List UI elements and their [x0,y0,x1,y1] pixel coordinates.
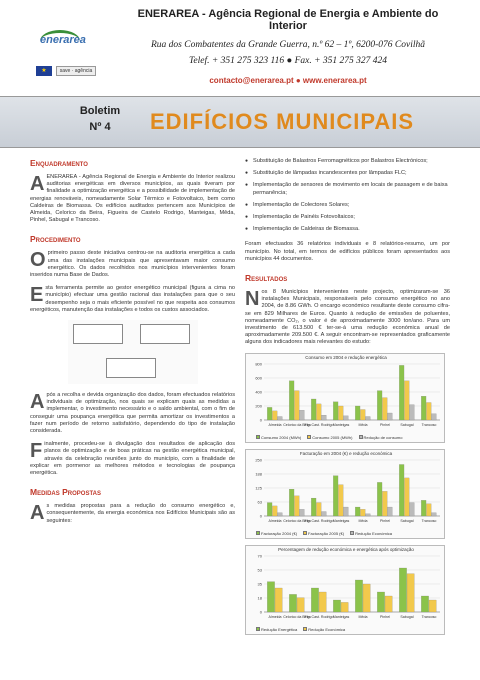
legend-label: Redução de consumo [363,434,403,440]
paragraph-procedimento-1 [30,250,235,279]
chart-bar [289,594,296,612]
chart-title: Percentagem de redução económica e energética após optimização [278,546,414,552]
legend-item [307,435,352,440]
chart-bar [275,588,282,612]
chart-bar [297,597,304,611]
y-tick-label: 600 [255,375,262,381]
drop-cap: E [30,284,44,307]
page-header [0,0,480,96]
x-tick-label: Fig. Cast. Rodrigo [304,518,334,523]
chart-bar [344,507,349,516]
legend-label: Consumo 2004 (MWh) [261,434,302,440]
chart-billing [245,449,445,539]
chart-svg [246,546,446,636]
paragraph-text: s medidas propostas para a redução do consumo energético e, consequentemente, da energia económica nos Edifícios Municipais são as seguintes: [46,503,235,524]
legend-item [350,531,392,536]
chart-bar [385,596,392,612]
chart-bar [272,506,277,516]
chart-bar [294,390,299,419]
paragraph-procedimento-3 [30,392,235,435]
legend-swatch [350,531,354,535]
org-contact[interactable]: contacto@enerarea.pt ● www.enerarea.pt [209,76,367,85]
legend-label: Facturação 2004 (€) [261,530,298,536]
section-title-procedimento: Procedimento [30,234,81,245]
content-area [30,148,450,680]
chart-bar [316,404,321,420]
legend-swatch [303,627,307,631]
chart-bar [319,592,326,612]
bulletin-word: Boletim [79,105,121,117]
chart-bar [267,581,274,611]
y-tick-label: 53 [257,567,262,573]
chart-bar [355,406,360,420]
y-tick-label: 35 [257,581,262,587]
chart-bar [355,580,362,612]
x-tick-label: Trancoso [421,614,437,619]
drop-cap: A [30,502,45,525]
legend-swatch [303,531,307,535]
legend-label: Redução Económica [308,626,346,632]
legend-item [256,435,301,440]
chart-svg [246,354,446,444]
y-tick-label: 800 [255,361,262,367]
x-tick-label: Sabugal [400,614,414,619]
x-tick-label: Mêda [358,518,368,523]
chart-legend [256,627,436,632]
x-tick-label: Pinhel [380,614,390,619]
list-item: ● Substituição de lâmpadas incandescentes por lâmpadas FLC; [245,170,450,177]
x-tick-label: Pinhel [380,422,390,427]
eu-flag-icon: ★ [36,66,52,76]
chart-bar [377,592,384,612]
legend-label: Facturação 2005 (€) [308,530,345,536]
x-tick-label: Fig. Cast. Rodrigo [304,614,334,619]
chart-bar [382,397,387,419]
chart-bar [410,502,415,515]
paragraph-summary: Foram efectuados 36 relatórios individuais e 8 relatórios-resumo, um por município. No total, em termos de edifícios públicos foram apresentados aos municípios 44 documentos. [245,241,450,262]
drop-cap: A [30,391,45,414]
drop-cap: N [245,288,260,311]
legend-item [359,435,403,440]
measures-list [245,158,450,233]
list-item: ● Implementação de Caldeiras de Biomassa. [245,226,450,233]
legend-label: Consumo 2005 (MWh) [312,434,353,440]
enerarea-logo [36,28,86,56]
diagram-box [73,324,123,344]
chart-bar [360,509,365,516]
chart-bar [388,507,393,516]
chart-bar [377,482,382,516]
legend-label: Redução Económica [355,530,392,536]
org-telefax: Telef. + 351 275 323 116 ● Fax. + 351 275 327 424 [189,56,387,66]
list-item: ● Implementação de sensores de movimento em locais de passagem e de baixa permanência; [245,182,450,196]
chart-bar [278,512,283,515]
chart-bar [421,596,428,612]
drop-cap: F [30,440,43,463]
paragraph-procedimento-4 [30,441,235,477]
logo-text: enerarea [40,34,86,46]
paragraph-text: pós a recolha e devida organização dos dados, foram efectuados relatórios individuais de optimização, nos quais se explicam quais as medidas a implementar, o investimento necessário e o saldo ambiental, com o fim de conseguir uma poupança energética que permita amortizar os investimentos a fazer num período de retorno satisfatório, dependendo do tipo de instalação considerada. [30,392,235,435]
chart-bar [338,484,343,515]
x-tick-label: Sabugal [400,518,414,523]
diagram-box [106,358,156,378]
chart-bar [421,396,426,420]
legend-item [303,627,345,632]
list-item: ● Implementação de Painéis Fotovoltaicos; [245,214,450,221]
legend-label: Redução Energética [261,626,298,632]
x-tick-label: Sabugal [400,422,414,427]
drop-cap: O [30,249,46,272]
bulletin-label [60,103,140,135]
chart-title: Consumo em 2004 e redução energética [305,354,387,360]
chart-bar [289,489,294,516]
chart-bar [322,511,327,515]
chart-bar [344,415,349,419]
y-tick-label: 70 [257,553,262,559]
chart-consumption [245,353,445,443]
chart-bar [377,390,382,419]
chart-bar [300,410,305,420]
y-tick-label: 0 [259,609,262,615]
paragraph-text: inalmente, procedeu-se à divulgação dos resultados de aplicação dos planos de optimização e de boas práticas na gestão energética municipal, através da celebração reuniões junto do município, com a finalidade de explicar em pormenor as melhores métodos e tecnologias de poupança energética. [30,441,235,477]
drop-cap: A [30,173,45,195]
chart-bar [399,568,406,612]
chart-bar [267,502,272,515]
chart-bar [333,475,338,515]
y-tick-label: 0 [259,417,262,423]
page-title: EDIFÍCIOS MUNICIPAIS [150,109,415,134]
chart-legend [256,531,436,536]
paragraph-resultados [245,289,450,347]
chart-bar [333,600,340,612]
diagram-box [140,324,190,344]
paragraph-text: ENERAREA - Agência Regional de Energia e Ambiente do Interior realizou auditorias energéticas em diversos municípios, as quais tiveram por finalidade a optimização energética e a possibilidade de implementação de energias renováveis, nomeadamente Solar Térmico e Fotovoltaico, bem como Caldeiras de Biomassa. Os edifícios auditados pertencem aos Municípios de Almeida, Celorico da Beira, Figueira de Castelo Rodrigo, Manteigas, Mêda, Pinhel, Sabugal e Trancoso. [30,174,235,224]
y-tick-label: 18 [257,595,262,601]
left-column [30,148,235,531]
chart-bar [407,573,414,611]
x-tick-label: Manteigas [332,518,350,523]
chart-bar [278,416,283,420]
x-tick-label: Manteigas [332,422,350,427]
x-tick-label: Mêda [358,422,368,427]
chart-title: Facturação em 2004 (€) e redução económica [299,450,393,456]
legend-item [256,627,297,632]
section-title-resultados: Resultados [245,273,288,284]
section-title-enquadramento: Enquadramento [30,158,88,168]
chart-bar [432,512,437,515]
x-tick-label: Manteigas [332,614,350,619]
chart-bar [410,404,415,419]
chart-legend [256,435,436,440]
x-tick-label: Celorico da Beira [283,422,311,427]
database-diagram [68,320,198,384]
chart-bar [294,495,299,515]
legend-item [303,531,344,536]
bulletin-number: Nº 4 [89,121,111,133]
chart-bar [311,399,316,420]
chart-bar [421,500,426,516]
chart-svg [246,450,446,540]
y-tick-label: 200 [255,403,262,409]
chart-bar [429,600,436,612]
chart-bar [399,464,404,516]
x-tick-label: Celorico da Beira [283,518,311,523]
chart-bar [300,509,305,516]
x-tick-label: Trancoso [421,422,437,427]
chart-bar [399,365,404,420]
section-title-medidas: Medidas Propostas [30,487,102,498]
chart-bar [311,498,316,516]
y-tick-label: 250 [255,457,262,463]
org-address: Rua dos Combatentes da Grande Guerra, n.º 62 – 1º, 6200-076 Covilhã [151,40,425,50]
chart-bar [366,416,371,420]
x-tick-label: Almeida [268,422,282,427]
chart-bar [355,507,360,516]
paragraph-text: primeiro passo deste iniciativa centrou-se na auditoria energética a cada uma das instalações municipais que apresentavam maior consumo energético. Os dados recolhidos nos municípios intervenientes foram inseridos numa Base de Dados. [30,250,235,279]
paragraph-text: os 8 Municípios intervenientes neste projecto, optimizaram-se 36 instalações Municipais, responsáveis pelo consumo energético no ano 2004, de 8.86 GWh. O encargo económico resultante deste consumo cifra-se em 829 Milhares de Euros. Quanto à redução de emissões de poluentes, nomeadamente CO₂, o valor é de aproximadamente 3000 ton/ano. Para um investimento de 613.500 € ter-se-á uma redução económica anual de aproximadamente 209.500 €. A seguir encontram-se representados graficamente alguns dos indicadores mais relevantes do estudo: [245,289,450,346]
chart-bar [432,413,437,419]
y-tick-label: 188 [255,471,262,477]
right-column [245,148,450,639]
chart-bar [289,380,294,419]
chart-bar [267,407,272,420]
chart-bar [338,406,343,420]
chart-bar [322,415,327,420]
list-item: ● Substituição de Balastros Ferromagnéticos por Balastros Electrónicos; [245,158,450,165]
legend-swatch [256,531,260,535]
x-tick-label: Trancoso [421,518,437,523]
paragraph-procedimento-2 [30,285,235,314]
title-banner [0,96,480,148]
x-tick-label: Almeida [268,614,282,619]
chart-bar [333,401,338,419]
legend-swatch [256,435,260,439]
y-tick-label: 0 [259,513,262,519]
chart-bar [311,588,318,612]
chart-bar [426,503,431,515]
paragraph-enquadramento [30,174,235,224]
save-badge: save · agência [56,66,96,76]
x-tick-label: Celorico da Beira [283,614,311,619]
chart-bar [404,380,409,419]
y-tick-label: 125 [255,485,262,491]
chart-bar [316,502,321,515]
paragraph-medidas [30,503,235,525]
chart-bar [341,602,348,612]
chart-percentage [245,545,445,635]
chart-bar [426,402,431,420]
paragraph-text: sta ferramenta permite ao gestor energético municipal (figura a cima no município) efectuar uma gestão racional das instalações para que o seu desempenho seja o mais eficiente possível no que respeita aos consumos energéticos, manutenção das instalações e todos os custos associados. [30,285,235,313]
legend-swatch [256,627,260,631]
legend-swatch [307,435,311,439]
org-title: ENERAREA - Agência Regional de Energia e Ambiente do Interior [137,8,439,32]
x-tick-label: Mêda [358,614,368,619]
x-tick-label: Pinhel [380,518,390,523]
x-tick-label: Almeida [268,518,282,523]
y-tick-label: 63 [257,499,262,505]
legend-swatch [359,435,363,439]
list-item: ● Implementação de Colectores Solares; [245,202,450,209]
x-tick-label: Fig. Cast. Rodrigo [304,422,334,427]
chart-bar [382,491,387,516]
chart-bar [272,411,277,420]
chart-bar [360,409,365,420]
chart-bar [404,478,409,516]
chart-bar [388,413,393,420]
chart-bar [366,513,371,515]
legend-item [256,531,297,536]
chart-bar [363,584,370,612]
y-tick-label: 400 [255,389,262,395]
